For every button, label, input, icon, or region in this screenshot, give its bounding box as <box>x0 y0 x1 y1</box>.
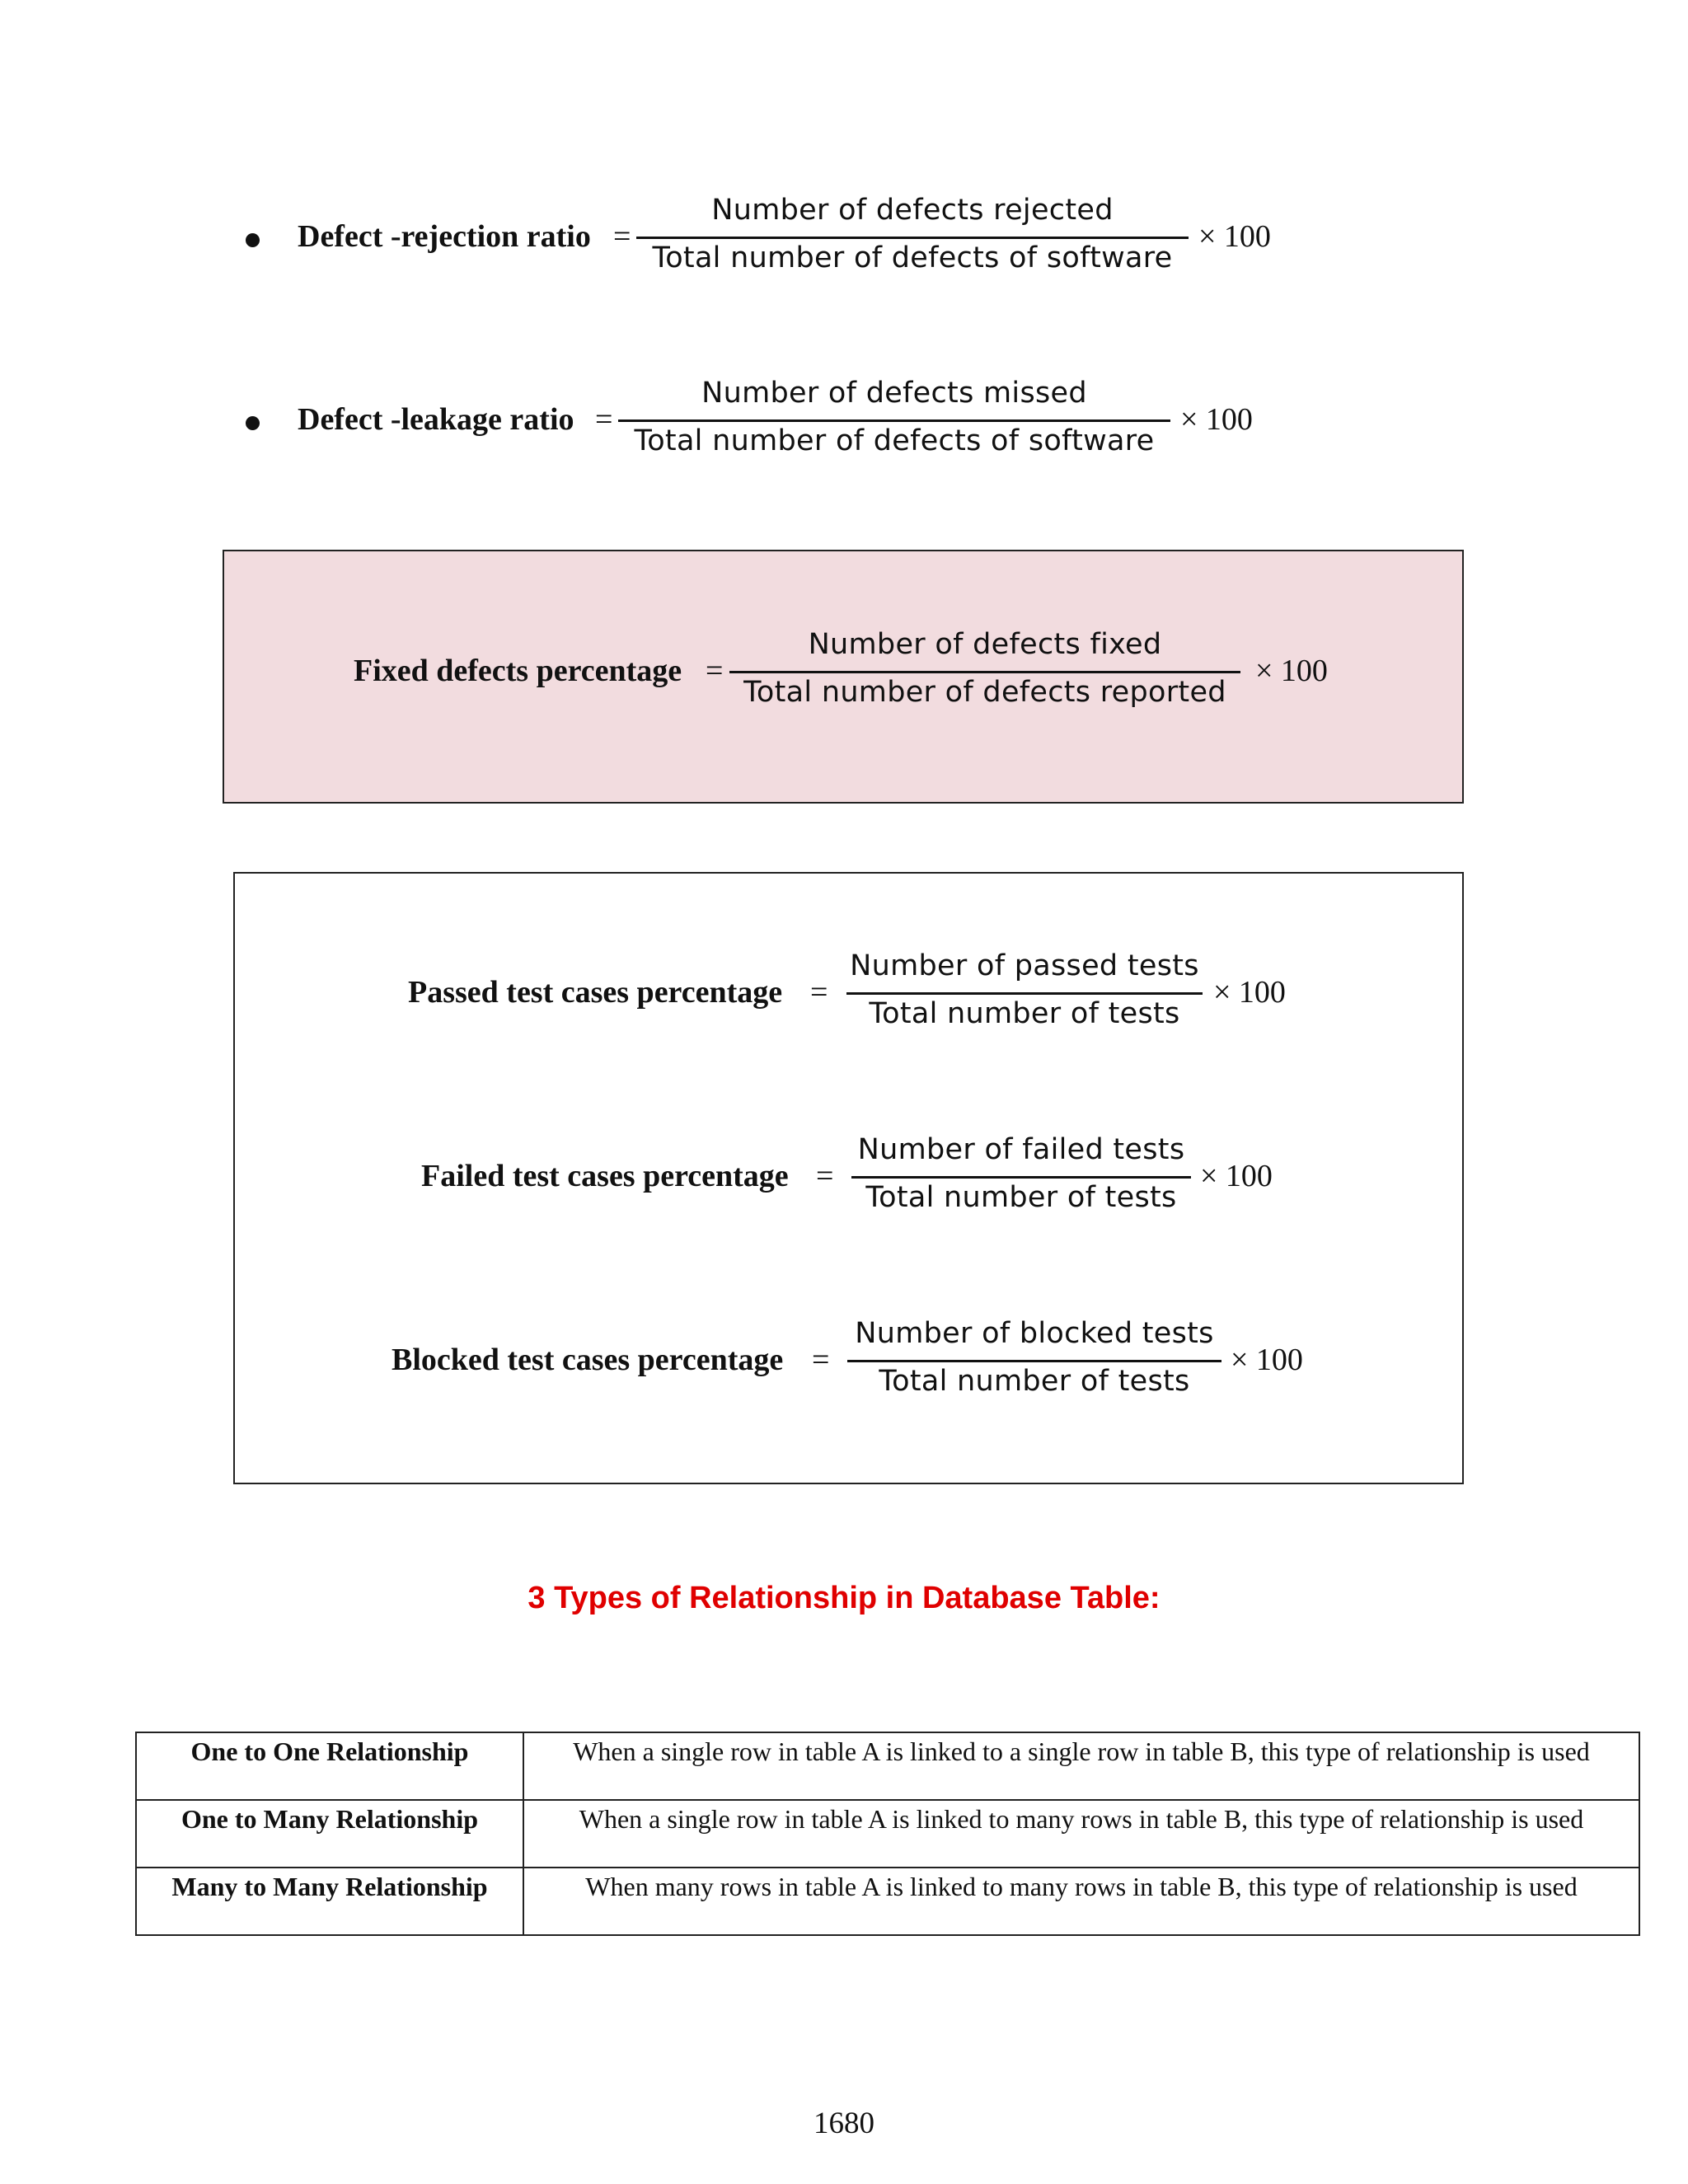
bullet-icon <box>246 233 260 247</box>
relationship-description-cell: When a single row in table A is linked to many rows in table B, this type of relationship is used <box>523 1800 1639 1868</box>
denominator: Total number of tests <box>865 1181 1177 1214</box>
fraction <box>846 949 1203 1040</box>
denominator: Total number of defects of software <box>634 424 1155 457</box>
formula-label: Failed test cases percentage <box>421 1159 789 1193</box>
multiplier: × 100 <box>1198 219 1271 254</box>
fraction <box>847 1317 1221 1408</box>
denominator: Total number of defects of software <box>652 241 1173 274</box>
equals-sign: = <box>706 654 724 688</box>
fraction <box>851 1133 1191 1224</box>
numerator: Number of defects fixed <box>808 628 1162 661</box>
numerator: Number of passed tests <box>850 949 1199 982</box>
multiplier: × 100 <box>1200 1159 1273 1193</box>
formula-blocked-test-cases-percentage <box>0 1317 1688 1408</box>
multiplier: × 100 <box>1255 654 1328 688</box>
formula-label: Fixed defects percentage <box>354 654 682 688</box>
relationships-table <box>135 1732 1640 1936</box>
formula-label: Passed test cases percentage <box>408 975 783 1010</box>
denominator: Total number of defects reported <box>743 676 1226 709</box>
page-number: 1680 <box>814 2107 874 2140</box>
formula-defect-rejection-ratio <box>0 194 1688 284</box>
table-row <box>136 1732 1639 1800</box>
fraction-bar <box>729 671 1240 673</box>
formula-defect-leakage-ratio <box>0 377 1688 467</box>
formula-label: Defect -rejection ratio <box>298 219 591 254</box>
equals-sign: = <box>595 402 613 437</box>
fraction-bar <box>846 992 1203 995</box>
formula-failed-test-cases-percentage <box>0 1133 1688 1224</box>
denominator: Total number of tests <box>869 997 1180 1030</box>
fraction <box>729 628 1240 719</box>
fraction <box>618 377 1170 467</box>
fraction-bar <box>847 1360 1221 1362</box>
multiplier: × 100 <box>1231 1343 1303 1377</box>
equals-sign: = <box>613 219 631 254</box>
multiplier: × 100 <box>1213 975 1286 1010</box>
section-heading: 3 Types of Relationship in Database Table: <box>528 1581 1160 1615</box>
formula-fixed-defects-percentage <box>0 628 1688 719</box>
equals-sign: = <box>810 975 828 1010</box>
multiplier: × 100 <box>1180 402 1253 437</box>
table-row <box>136 1800 1639 1868</box>
fraction-bar <box>636 237 1189 239</box>
fraction <box>636 194 1189 284</box>
formula-passed-test-cases-percentage <box>0 949 1688 1040</box>
numerator: Number of defects missed <box>701 377 1087 410</box>
relationship-type-cell: One to Many Relationship <box>136 1800 523 1868</box>
relationship-type-cell: Many to Many Relationship <box>136 1868 523 1935</box>
numerator: Number of defects rejected <box>711 194 1114 227</box>
relationship-description-cell: When a single row in table A is linked to a single row in table B, this type of relationship is used <box>523 1732 1639 1800</box>
table-row <box>136 1868 1639 1935</box>
numerator: Number of blocked tests <box>855 1317 1214 1350</box>
denominator: Total number of tests <box>879 1365 1190 1398</box>
equals-sign: = <box>816 1159 834 1193</box>
fraction-bar <box>618 419 1170 422</box>
bullet-icon <box>246 416 260 430</box>
relationship-type-cell: One to One Relationship <box>136 1732 523 1800</box>
fraction-bar <box>851 1176 1191 1179</box>
equals-sign: = <box>812 1343 830 1377</box>
relationship-description-cell: When many rows in table A is linked to many rows in table B, this type of relationship is used <box>523 1868 1639 1935</box>
formula-label: Defect -leakage ratio <box>298 402 574 437</box>
numerator: Number of failed tests <box>857 1133 1185 1166</box>
formula-label: Blocked test cases percentage <box>392 1343 784 1377</box>
